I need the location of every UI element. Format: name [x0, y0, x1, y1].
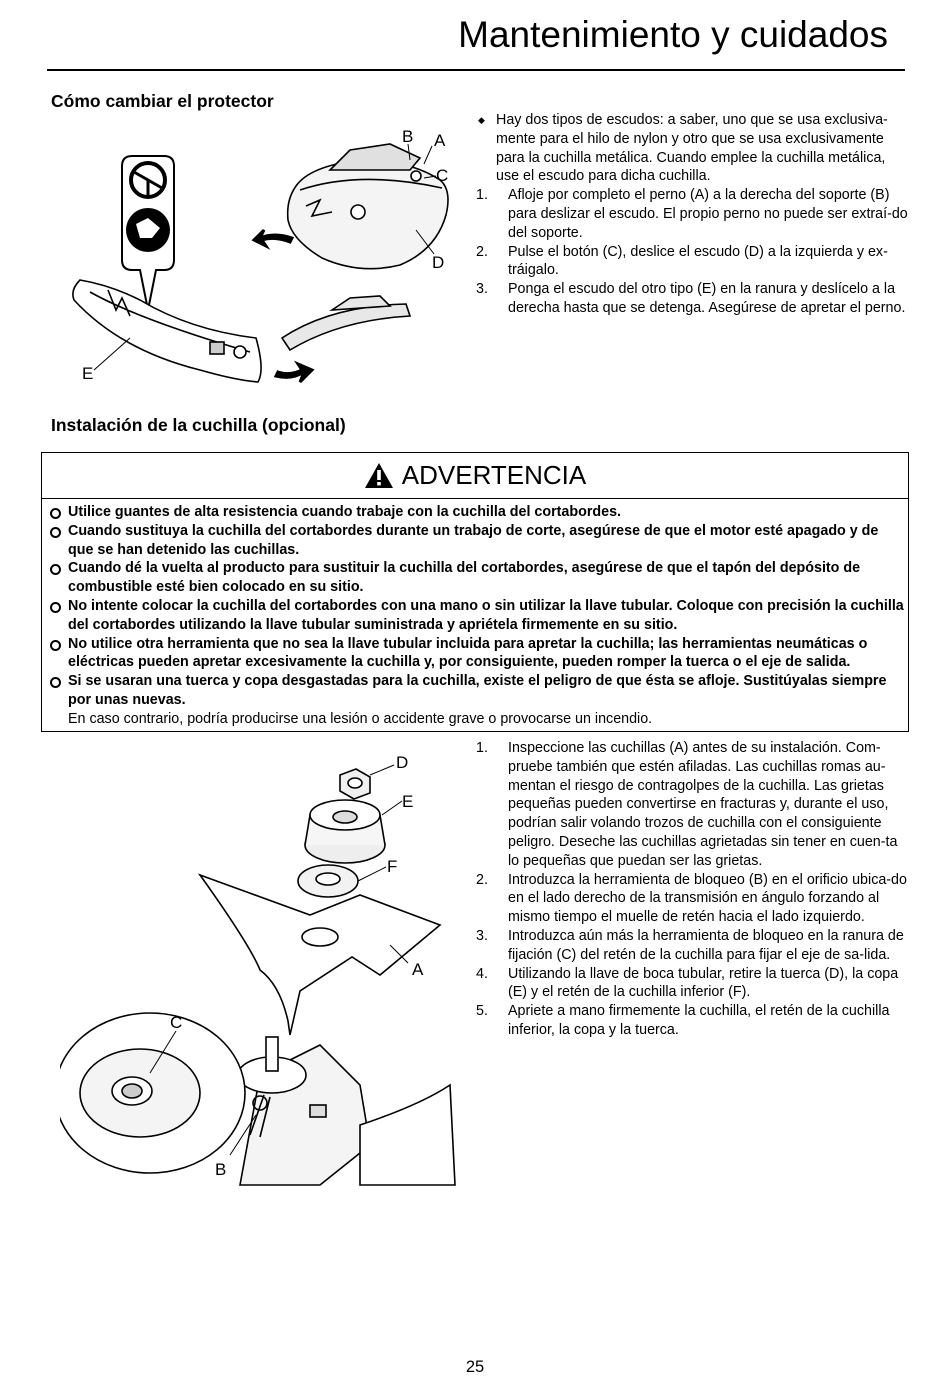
page-title: Mantenimiento y cuidados: [458, 14, 888, 55]
ring-bullet-icon: [50, 677, 61, 688]
section-heading-shield: Cómo cambiar el protector: [51, 91, 274, 111]
label-d: D: [396, 753, 409, 772]
warning-box: [41, 452, 909, 732]
bullet-icon: ◆: [478, 115, 485, 125]
arrow-right-icon: [276, 364, 312, 382]
warning-item: No intente colocar la cuchilla del cortabordes con una mano o sin utilizar la llave tubular. Coloque con precisión la cuchilla del cortabordes utilizando la llave tubular suministrada y apriétela firmemente en su sitio.: [48, 597, 904, 635]
list-item: 3. Introduzca aún más la herramienta de bloqueo en la ranura de fijación (C) del retén de la cuchilla para fijar el eje de sa-lida.: [476, 927, 904, 963]
title-divider: [47, 69, 905, 71]
warning-title: ADVERTENCIA: [401, 460, 587, 490]
ring-bullet-icon: [50, 564, 61, 575]
warning-item: No utilice otra herramienta que no sea la llave tubular incluida para apretar la cuchilla; las herramientas neumáticas o eléctricas pueden apretar excesivamente la cuchilla y, por consiguiente, pueden romper la tuerca o el eje de salida.: [48, 635, 904, 673]
label-f: F: [387, 857, 398, 876]
label-c: C: [170, 1013, 183, 1032]
list-item: 4. Utilizando la llave de boca tubular, retire la tuerca (D), la copa (E) y el retén de la cuchilla inferior (F).: [476, 965, 899, 1001]
warning-header: [42, 453, 908, 499]
list-item: 2. Introduzca la herramienta de bloqueo (B) en el orificio ubica-do en el lado derecho de la transmisión en ángulo forzando al mismo tiempo el muelle de retén hacia el lado izquierdo.: [476, 871, 907, 926]
label-e: E: [82, 364, 94, 383]
bracket-drawing: [282, 296, 410, 350]
label-e: E: [402, 792, 414, 811]
list-item: 3. Ponga el escudo del otro tipo (E) en la ranura y deslícelo a la derecha hasta que se detenga. Asegúrese de apretar el perno.: [476, 281, 906, 316]
ring-bullet-icon: [50, 602, 61, 613]
warning-item: Cuando dé la vuelta al producto para sustituir la cuchilla del cortabordes, asegúrese de que el tapón del depósito de combustible esté bien colocado en su sitio.: [48, 559, 904, 597]
label-b: B: [215, 1160, 227, 1179]
ring-bullet-icon: [50, 527, 61, 538]
inset-retainer-c-drawing: [60, 1013, 245, 1173]
retainer-f-drawing: [298, 865, 358, 897]
gear-case-drawing: [238, 1037, 455, 1185]
list-item: 1. Inspeccione las cuchillas (A) antes de su instalación. Com-pruebe también que estén afiladas. Las cuchillas romas au-mentan el riesgo de contragolpes de la cuchilla. Las grietas pequeñas pueden convertirse en fracturas y, durante el uso, podrían salir volando trozos de cuchilla con el consiguiente peligro. Deseche las cuchillas agrietadas sin tener en cuen-ta lo pequeñas que puedan ser las grietas.: [476, 740, 898, 869]
shield-d-drawing: [288, 144, 448, 269]
arrow-left-icon: [254, 230, 292, 246]
warning-triangle-icon: [364, 462, 394, 489]
cup-e-drawing: [305, 800, 385, 863]
warning-item: Cuando sustituya la cuchilla del cortabordes durante un trabajo de corte, asegúrese de que el motor esté apagado y de que se han detenido las cuchillas.: [48, 522, 904, 560]
list-item: 2. Pulse el botón (C), deslice el escudo (D) a la izquierda y ex-tráigalo.: [476, 243, 888, 279]
label-b: B: [402, 127, 414, 146]
nut-d-drawing: [340, 769, 370, 799]
label-a: A: [434, 131, 446, 150]
warning-item: Utilice guantes de alta resistencia cuando trabaje con la cuchilla del cortabordes.: [48, 503, 904, 522]
ring-bullet-icon: [50, 508, 61, 519]
shield-e-drawing: [73, 280, 261, 382]
blade-instructions: [476, 739, 910, 1040]
label-c: C: [436, 166, 449, 185]
nylon-line-symbol-icon: [131, 163, 165, 197]
label-d: D: [432, 253, 445, 272]
warning-footer: En caso contrario, podría producirse una lesión o accidente grave o provocarse un incendio.: [68, 710, 653, 727]
list-item: 1. Afloje por completo el perno (A) a la derecha del soporte (B) para deslizar el escudo. El propio perno no puede ser extraí-do del soporte.: [476, 187, 908, 241]
blade-a-drawing: [200, 875, 440, 1035]
label-a: A: [412, 960, 424, 979]
metal-blade-symbol-icon: [126, 208, 170, 252]
ring-bullet-icon: [50, 640, 61, 651]
warning-list: [42, 499, 908, 710]
blade-install-illustration: [60, 745, 460, 1190]
list-item: ◆ Hay dos tipos de escudos: a saber, uno que se usa exclusiva-mente para el hilo de nylon y otro que se usa exclusivamente para la cuchilla metálica. Cuando emplee la cuchilla metálica, use el escudo para dicha cuchilla.: [478, 112, 888, 185]
shield-instructions: [476, 111, 910, 318]
shield-change-illustration: [60, 120, 460, 400]
page-number: 25: [465, 1358, 485, 1376]
warning-item: Si se usaran una tuerca y copa desgastadas para la cuchilla, existe el peligro de que ésta se afloje. Sustitúyalas siempre por unas nuevas.: [48, 672, 904, 710]
list-item: 5. Apriete a mano firmemente la cuchilla, el retén de la cuchilla inferior, la copa y la tuerca.: [476, 1003, 890, 1038]
section-heading-blade: Instalación de la cuchilla (opcional): [51, 415, 346, 435]
